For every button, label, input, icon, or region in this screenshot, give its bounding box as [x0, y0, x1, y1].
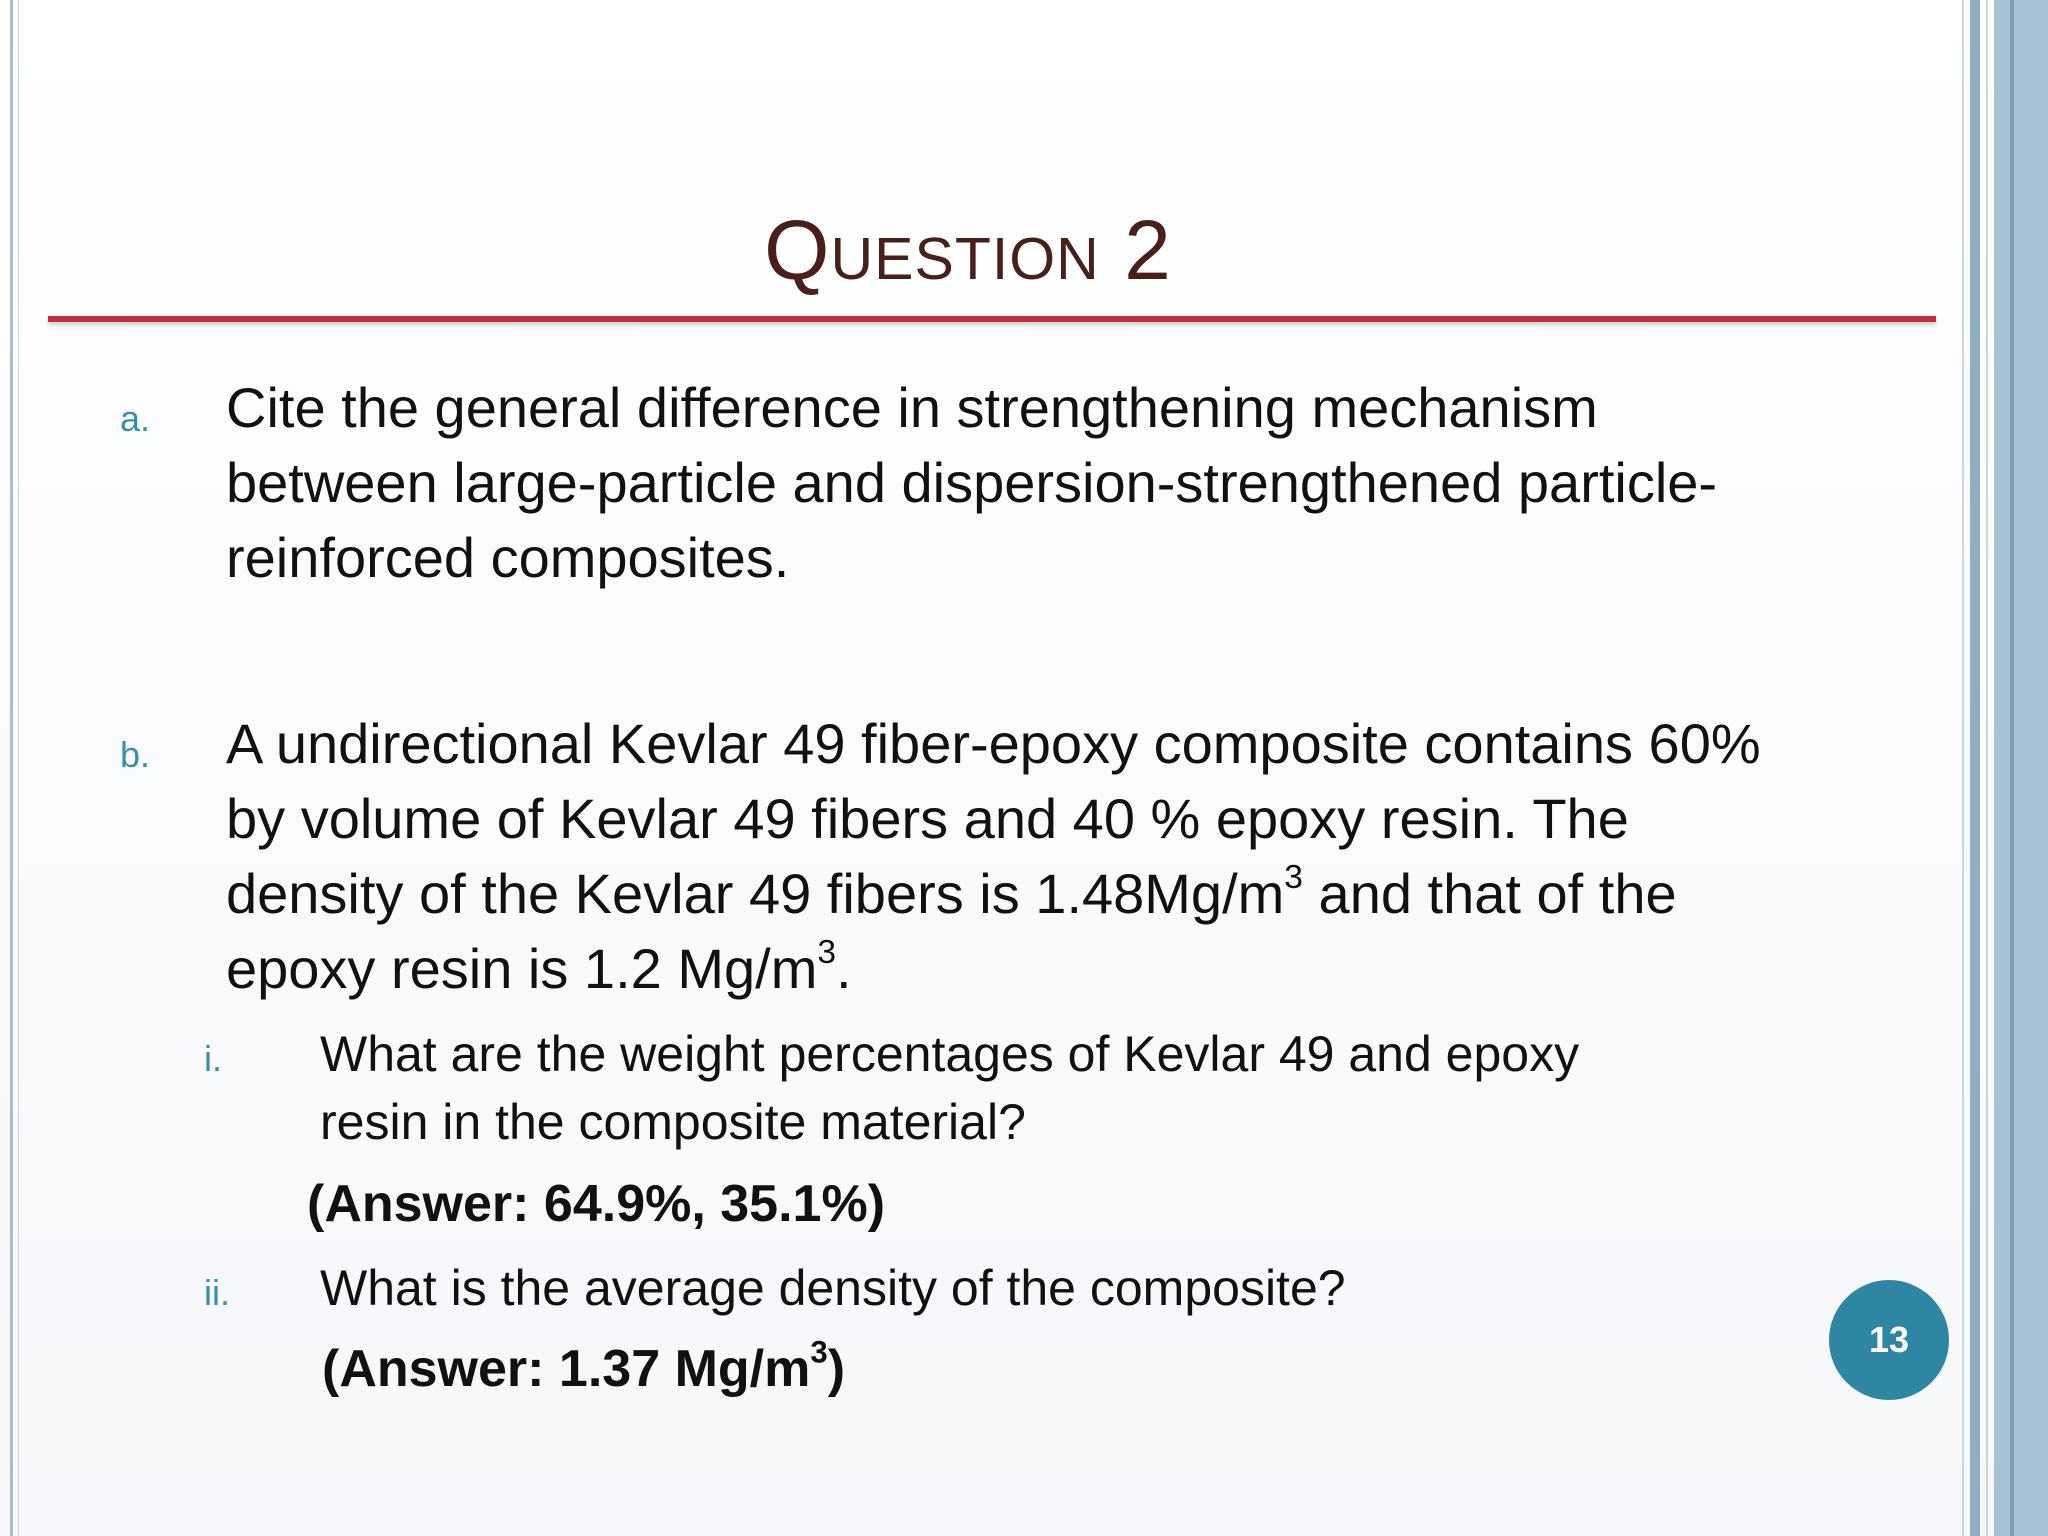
right-frame-stripe [1970, 0, 1980, 1536]
right-frame-band [1994, 0, 2048, 1536]
left-frame-line-inner [18, 0, 19, 1536]
left-frame-line [10, 0, 13, 1536]
right-frame-stripe [2010, 0, 2014, 1536]
answer-b-ii [322, 1334, 846, 1398]
question-b-i-text: What are the weight percentages of Kevlar 49 and epoxy resin in the composite material? [320, 1026, 1580, 1150]
right-frame-stripe [1962, 0, 1964, 1536]
question-b-text-part3: . [836, 937, 852, 1000]
question-a-text: Cite the general difference in strengthening mechanism between large-particle and dispersion-strengthened particle-reinforced composites. [226, 376, 1718, 589]
title-divider [48, 316, 1936, 322]
superscript-3: 3 [1284, 858, 1303, 896]
superscript-3: 3 [817, 933, 837, 971]
page-number-badge [1829, 1280, 1949, 1400]
page-number: 13 [1868, 1319, 1910, 1360]
slide-title: Question 2 [764, 203, 1172, 297]
answer-b-ii-part1: (Answer: 1.37 Mg/m [322, 1340, 811, 1398]
superscript-3: 3 [810, 1334, 828, 1370]
list-marker-b: b. [120, 734, 151, 775]
question-b-ii-text: What is the average density of the composite? [320, 1260, 1346, 1316]
answer-b-i: (Answer: 64.9%, 35.1%) [307, 1175, 886, 1233]
right-frame-stripe [1986, 0, 1988, 1536]
question-b-text [226, 706, 1766, 1006]
sublist-marker-i: i. [204, 1038, 222, 1079]
answer-b-ii-part2: ) [827, 1340, 846, 1398]
question-b-text-part1: A undirectional Kevlar 49 fiber-epoxy composite contains 60% by volume of Kevlar 49 fibers and 40 % epoxy resin. The density of the Kevlar 49 fibers is 1.48Mg/m [226, 712, 1761, 925]
list-marker-a: a. [120, 398, 151, 439]
question-b-text-part2: and that of the epoxy resin is 1.2 Mg/m [226, 862, 1677, 1000]
sublist-marker-ii: ii. [204, 1272, 230, 1313]
